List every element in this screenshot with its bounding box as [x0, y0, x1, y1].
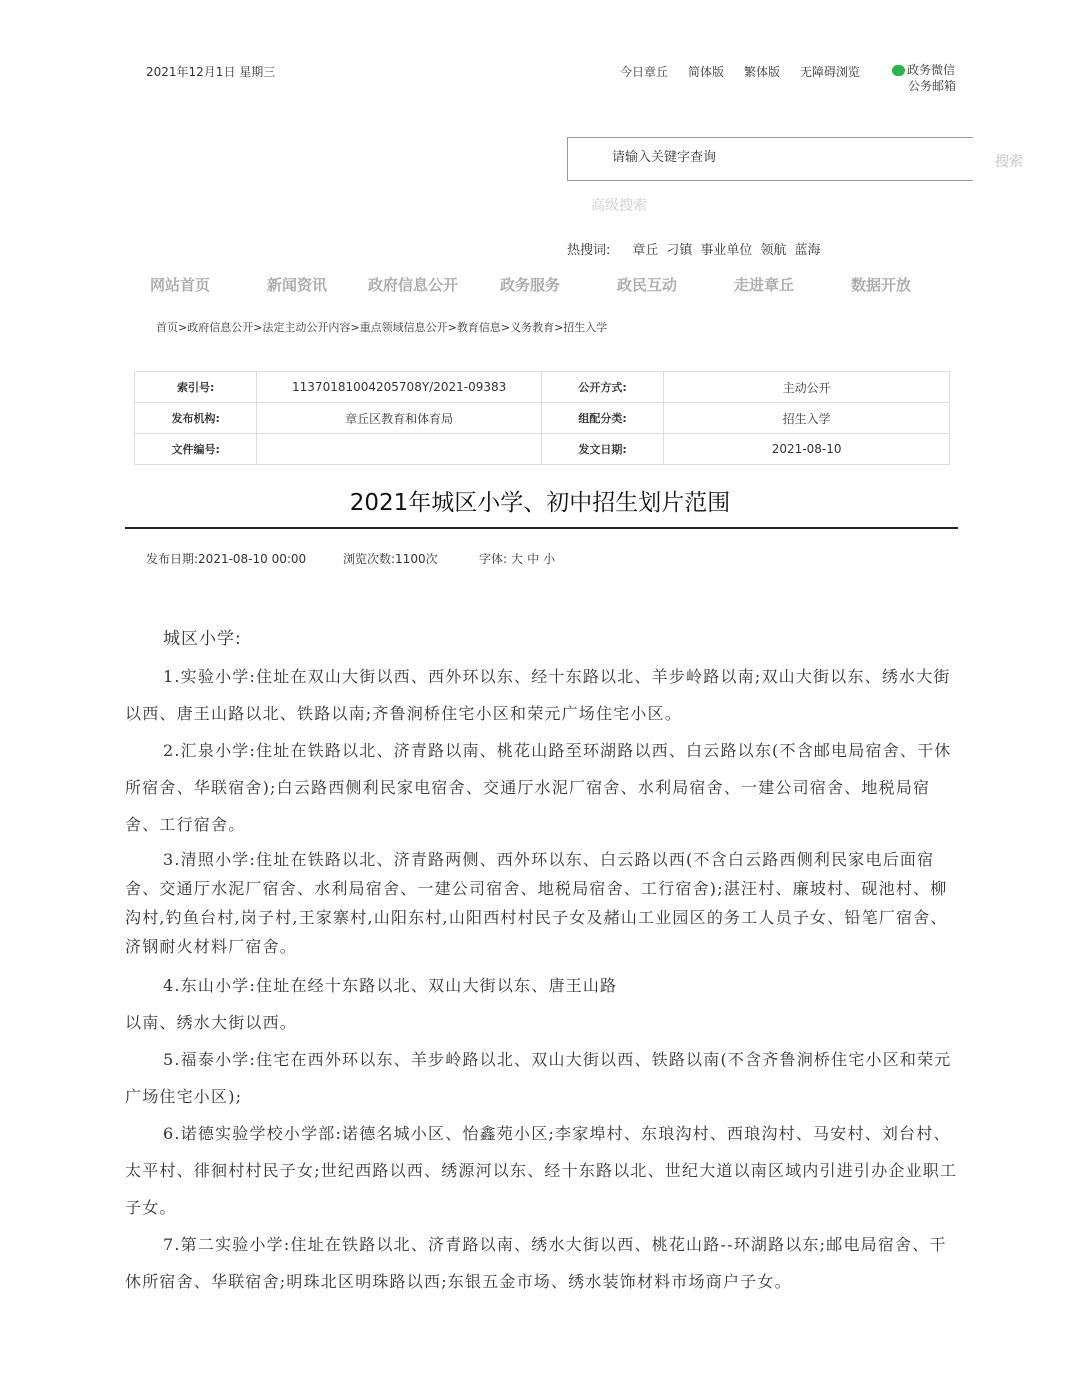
main-nav	[150, 274, 911, 295]
nav-gov-info[interactable]: 政府信息公开	[368, 276, 459, 294]
font-size-large[interactable]: 大	[511, 552, 524, 566]
class-label: 组配分类:	[541, 403, 663, 434]
info-table	[134, 371, 950, 465]
font-size-label: 字体:	[479, 552, 508, 566]
view-count: 浏览次数:1100次	[343, 552, 438, 566]
paragraph: 7.第二实验小学:住址在铁路以北、济青路以南、绣水大街以西、桃花山路--环湖路以东;邮电局宿舍、干休所宿舍、华联宿舍;明珠北区明珠路以西;东银五金市场、绣水装饰材料市场商户子女。	[125, 1235, 947, 1291]
nav-home[interactable]: 网站首页	[150, 276, 211, 294]
wechat-icon	[892, 65, 905, 76]
doc-value	[257, 434, 541, 465]
header-date: 2021年12月1日 星期三	[146, 65, 276, 79]
search-input[interactable]	[612, 150, 912, 165]
index-label: 索引号:	[135, 372, 257, 403]
link-accessibility[interactable]: 无障碍浏览	[800, 65, 861, 79]
article-body	[125, 624, 960, 1300]
nav-gov-service[interactable]: 政务服务	[500, 276, 561, 294]
search-box	[567, 137, 973, 181]
link-wechat[interactable]: 政务微信	[907, 63, 956, 77]
paragraph: 4.东山小学:住址在经十东路以北、双山大街以东、唐王山路	[163, 976, 618, 995]
org-value: 章丘区教育和体育局	[257, 403, 541, 434]
wechat-email-links	[892, 62, 956, 94]
hot-word[interactable]: 领航	[760, 243, 787, 258]
hot-words	[567, 239, 820, 258]
link-today-zhangqiu[interactable]: 今日章丘	[620, 65, 669, 79]
nav-open-data[interactable]: 数据开放	[851, 276, 912, 294]
link-traditional[interactable]: 繁体版	[744, 65, 781, 79]
top-links	[620, 63, 860, 80]
date-label: 发文日期:	[541, 434, 663, 465]
nav-about[interactable]: 走进章丘	[734, 276, 795, 294]
hot-word[interactable]: 刁镇	[666, 243, 693, 258]
hot-word[interactable]: 事业单位	[700, 243, 753, 258]
font-size-medium[interactable]: 中	[527, 552, 540, 566]
paragraph: 2.汇泉小学:住址在铁路以北、济青路以南、桃花山路至环湖路以西、白云路以东(不含邮电局宿舍、干休所宿舍、华联宿舍);白云路西侧利民家电宿舍、交通厅水泥厂宿舍、水利局宿舍、一建公司宿舍、地税局宿舍、工行宿舍。	[125, 741, 952, 834]
search-button[interactable]: 搜索	[995, 151, 1023, 171]
doc-label: 文件编号:	[135, 434, 257, 465]
class-value: 招生入学	[664, 403, 950, 434]
index-value: 11370181004205708Y/2021-09383	[257, 372, 541, 403]
section-heading: 城区小学:	[163, 629, 242, 649]
table-row	[135, 372, 950, 403]
date-value: 2021-08-10	[664, 434, 950, 465]
table-row	[135, 403, 950, 434]
hot-words-label: 热搜词:	[567, 243, 611, 258]
table-row	[135, 434, 950, 465]
article-title: 2021年城区小学、初中招生划片范围	[349, 490, 731, 516]
link-simplified[interactable]: 简体版	[688, 65, 725, 79]
hot-word[interactable]: 蓝海	[794, 243, 821, 258]
title-divider	[125, 527, 958, 529]
nav-interaction[interactable]: 政民互动	[617, 276, 678, 294]
nav-news[interactable]: 新闻资讯	[267, 276, 328, 294]
breadcrumb[interactable]: 首页>政府信息公开>法定主动公开内容>重点领域信息公开>教育信息>义务教育>招生入学	[156, 321, 608, 334]
paragraph: 5.福泰小学:住宅在西外环以东、羊步岭路以北、双山大街以西、铁路以南(不含齐鲁涧桥住宅小区和荣元广场住宅小区);	[125, 1050, 952, 1106]
paragraph: 以南、绣水大街以西。	[125, 1013, 298, 1032]
org-label: 发布机构:	[135, 403, 257, 434]
paragraph: 3.清照小学:住址在铁路以北、济青路两侧、西外环以东、白云路以西(不含白云路西侧利民家电后面宿舍、交通厅水泥厂宿舍、水利局宿舍、一建公司宿舍、地税局宿舍、工行宿舍);湛汪村、廉坡村、砚池村、柳沟村,钓鱼台村,岗子村,王家寨村,山阳东村,山阳西村村民子女及赭山工业园区的务工人员子女、铅笔厂宿舍、济钢耐火材料厂宿舍。	[125, 850, 948, 956]
advanced-search-link[interactable]: 高级搜索	[591, 198, 647, 214]
open-value: 主动公开	[664, 372, 950, 403]
paragraph: 6.诺德实验学校小学部:诺德名城小区、怡鑫苑小区;李家埠村、东琅沟村、西琅沟村、马安村、刘台村、太平村、徘徊村村民子女;世纪西路以西、绣源河以东、经十东路以北、世纪大道以南区域内引进引办企业职工子女。	[125, 1124, 958, 1217]
font-size-small[interactable]: 小	[543, 552, 556, 566]
article-info	[146, 550, 555, 567]
open-label: 公开方式:	[541, 372, 663, 403]
paragraph: 1.实验小学:住址在双山大街以西、西外环以东、经十东路以北、羊步岭路以南;双山大街以东、绣水大街以西、唐王山路以北、铁路以南;齐鲁涧桥住宅小区和荣元广场住宅小区。	[125, 667, 951, 723]
publish-date: 发布日期:2021-08-10 00:00	[146, 552, 307, 566]
hot-word[interactable]: 章丘	[632, 243, 659, 258]
link-email[interactable]: 公务邮箱	[908, 79, 957, 93]
